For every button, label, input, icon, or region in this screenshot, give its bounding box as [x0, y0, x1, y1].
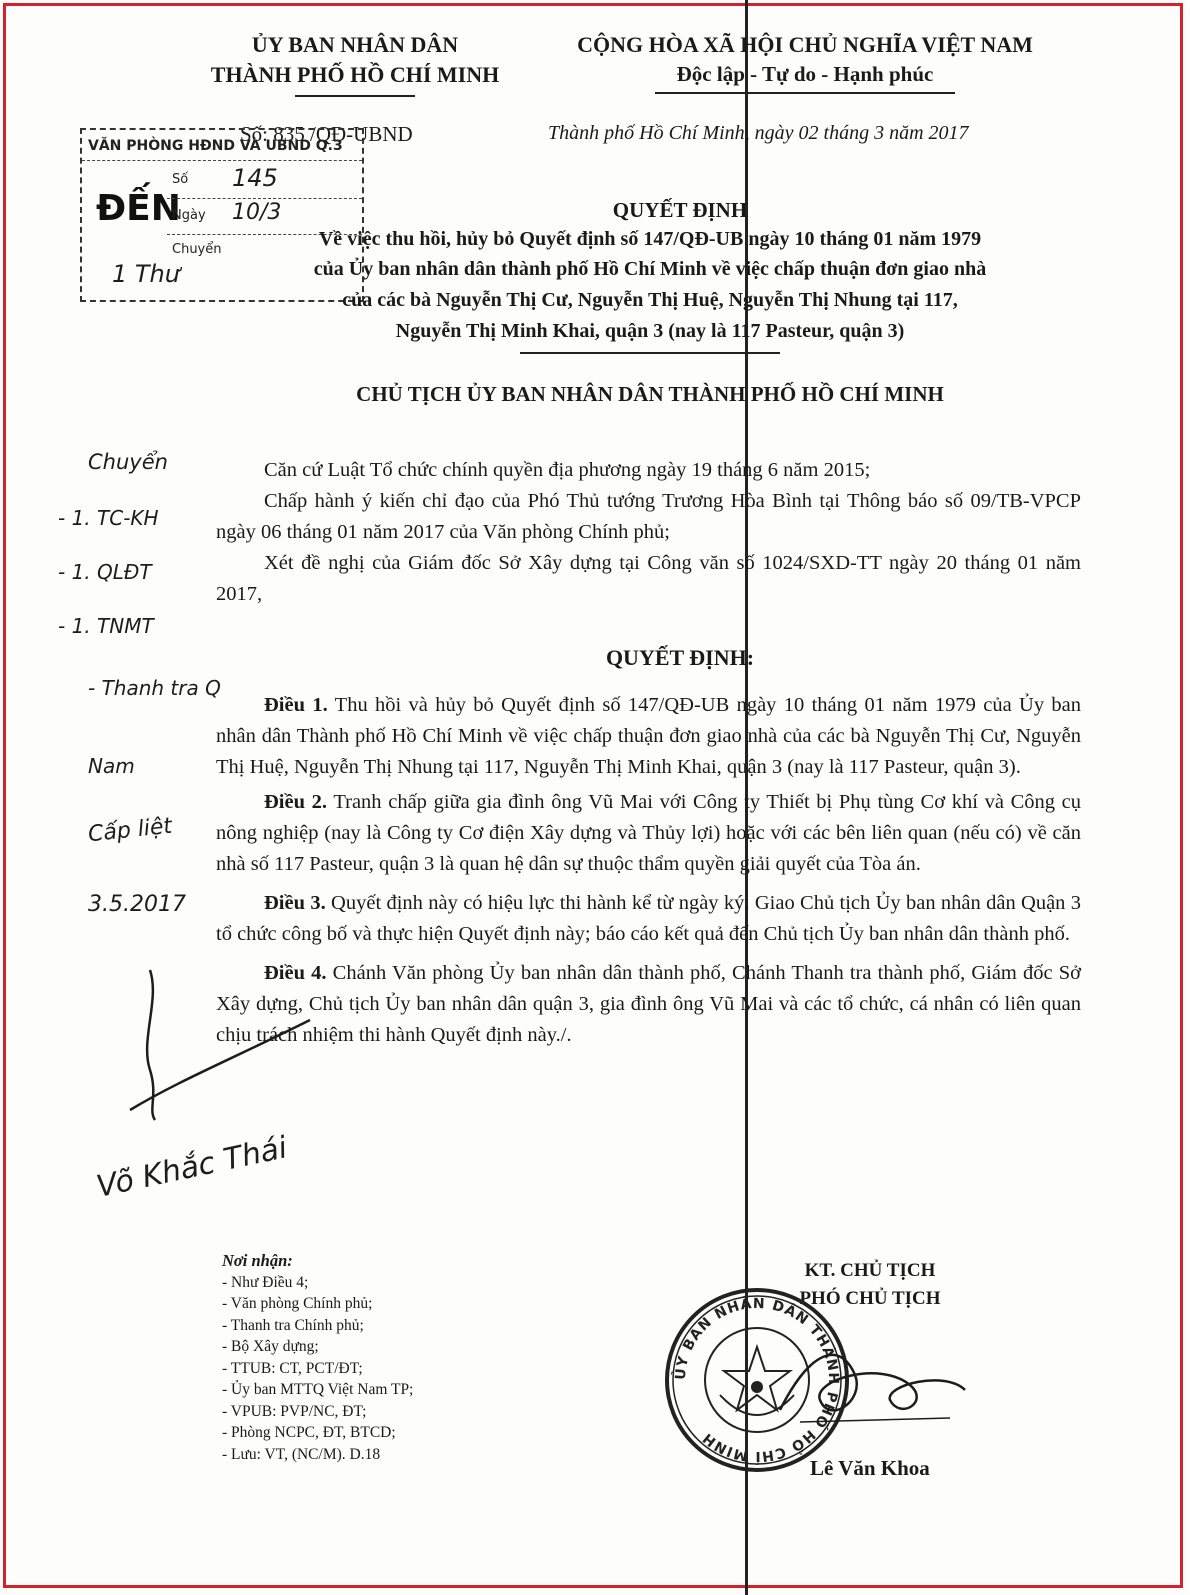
document-date: Thành phố Hồ Chí Minh, ngày 02 tháng 3 năm 2017: [548, 122, 969, 144]
signature-line-2: PHÓ CHỦ TỊCH: [799, 1288, 941, 1309]
motto-underline: [655, 92, 955, 94]
article-1: [216, 690, 1081, 783]
issuer-line2: THÀNH PHỐ HỒ CHÍ MINH: [210, 62, 500, 87]
preamble-3: Xét đề nghị của Giám đốc Sở Xây dựng tại Công văn số 1024/SXD-TT ngày 20 tháng 01 năm 2017,: [216, 552, 1081, 605]
article-1-label: Điều 1.: [264, 694, 328, 716]
margin-signature: Võ Khắc Thái: [93, 1130, 291, 1205]
stamp-so-label: Số: [172, 172, 189, 187]
recipients-block: [222, 1250, 413, 1465]
signature-scribble: [760, 1330, 980, 1440]
article-2-text: Tranh chấp giữa gia đình ông Vũ Mai với Công ty Thiết bị Phụ tùng Cơ khí và Công cụ nông nghiệp (nay là Công ty Cơ điện Xây dựng và Thủy lợi) hoặc với các bên liên quan (nếu có) về căn nhà số 117 Pasteur, quận 3 là quan hệ dân sự thuộc thẩm quyền giải quyết của Tòa án.: [216, 791, 1082, 875]
article-3-text: Quyết định này có hiệu lực thi hành kể từ ngày ký. Giao Chủ tịch Ủy ban nhân dân Quận 3 tổ chức công bố và thực hiện Quyết định này; báo cáo kết quả đến Chủ tịch Ủy ban nhân dân thành phố.: [216, 892, 1082, 945]
recipient-item: - Ủy ban MTTQ Việt Nam TP;: [222, 1381, 414, 1398]
preamble-1: Căn cứ Luật Tổ chức chính quyền địa phương ngày 19 tháng 6 năm 2015;: [264, 459, 871, 481]
margin-note: 3.5.2017: [88, 892, 186, 917]
recipient-item: - VPUB: PVP/NC, ĐT;: [222, 1402, 367, 1420]
issuer-underline: [295, 95, 415, 97]
margin-note: - 1. TC-KH: [58, 506, 159, 530]
stamp-so-value: 145: [232, 164, 278, 192]
article-4-label: Điều 4.: [264, 962, 327, 984]
article-2-label: Điều 2.: [264, 791, 328, 813]
pen-stroke: [120, 960, 320, 1130]
margin-note: Cấp liệt: [86, 813, 174, 848]
nation-motto: Độc lập - Tự do - Hạnh phúc: [676, 62, 934, 86]
article-3-label: Điều 3.: [264, 892, 326, 914]
article-1-text: Thu hồi và hủy bỏ Quyết định số 147/QĐ-UB ngày 10 tháng 01 năm 1979 của Ủy ban nhân dân Thành phố Hồ Chí Minh về việc chấp thuận đơn giao nhà của các bà Nguyễn Thị Cư, Nguyễn Thị Huệ, Nguyễn Thị Nhung tại 117, Nguyễn Thị Minh Khai, quận 3 (nay là 117 Pasteur, quận 3).: [216, 694, 1082, 778]
recipient-item: - Phòng NCPC, ĐT, BTCD;: [222, 1424, 396, 1441]
decision-heading: QUYẾT ĐỊNH:: [605, 645, 755, 670]
article-4-text: Chánh Văn phòng Ủy ban nhân dân thành phố, Chánh Thanh tra thành phố, Giám đốc Sở Xây dựng, Chủ tịch Ủy ban nhân dân quận 3, gia đình ông Vũ Mai và các tổ chức, cá nhân có liên quan chịu trách nhiệm thi hành Quyết định này./.: [216, 962, 1082, 1046]
margin-note: - 1. TNMT: [58, 614, 154, 638]
authority-line: CHỦ TỊCH ỦY BAN NHÂN DÂN THÀNH PHỐ HỒ CHÍ MINH: [356, 382, 944, 406]
subject-line-3: của các bà Nguyễn Thị Cư, Nguyễn Thị Huệ, Nguyễn Thị Nhung tại 117,: [342, 289, 958, 311]
preamble-2: Chấp hành ý kiến chỉ đạo của Phó Thủ tướng Trương Hòa Bình tại Thông báo số 09/TB-VPCP ngày 06 tháng 01 năm 2017 của Văn phòng Chính phủ;: [216, 490, 1081, 543]
subject-line-2: của Ủy ban nhân dân thành phố Hồ Chí Minh về việc chấp thuận đơn giao nhà: [313, 258, 987, 280]
recipient-item: - Văn phòng Chính phủ;: [222, 1295, 373, 1312]
articles: [216, 690, 1081, 1051]
stamp-ngay-value: 10/3: [232, 200, 282, 225]
document-number: Số: 835 /QĐ-UBND: [240, 122, 413, 146]
recipient-item: - TTUB: CT, PCT/ĐT;: [222, 1359, 363, 1377]
article-3: [216, 888, 1081, 950]
article-4: [216, 958, 1081, 1051]
stamp-handwriting: 1 Thư: [112, 260, 180, 288]
recipient-item: - Lưu: VT, (NC/M). D.18: [222, 1445, 381, 1463]
stamp-den-label: ĐẾN: [96, 188, 181, 229]
recipient-item: - Thanh tra Chính phủ;: [222, 1316, 364, 1334]
stamp-chuyen-label: Chuyển: [172, 242, 222, 257]
seal-text: ỦY BAN NHÂN DÂN THÀNH PHỐ HỒ CHÍ MINH: [672, 1295, 842, 1465]
margin-note: - 1. QLĐT: [58, 560, 152, 584]
subject-line-4: Nguyễn Thị Minh Khai, quận 3 (nay là 117 Pasteur, quận 3): [395, 320, 905, 342]
preamble: [216, 455, 1081, 610]
signature-line-1: KT. CHỦ TỊCH: [804, 1260, 936, 1281]
margin-note: - Thanh tra Q: [88, 676, 221, 700]
recipient-item: - Bộ Xây dựng;: [222, 1338, 319, 1355]
stamp-title: VĂN PHÒNG HĐND VÀ UBND Q.3: [88, 138, 343, 154]
margin-note: Chuyển: [88, 450, 168, 474]
margin-note: Nam: [88, 754, 135, 778]
subject-line-1: Về việc thu hồi, hủy bỏ Quyết định số 147/QĐ-UB ngày 10 tháng 01 năm 1979: [318, 228, 982, 250]
recipient-item: - Như Điều 4;: [222, 1273, 309, 1291]
issuer-line1: ỦY BAN NHÂN DÂN: [251, 32, 459, 57]
subject-underline: [520, 352, 780, 354]
recipients-heading: Nơi nhận:: [222, 1251, 293, 1270]
nation-title: CỘNG HÒA XÃ HỘI CHỦ NGHĨA VIỆT NAM: [577, 32, 1033, 57]
stamp-ngay-label: Ngày: [172, 208, 206, 223]
article-2: [216, 787, 1081, 880]
signer-name: Lê Văn Khoa: [810, 1456, 930, 1480]
decision-title: QUYẾT ĐỊNH: [612, 198, 748, 222]
